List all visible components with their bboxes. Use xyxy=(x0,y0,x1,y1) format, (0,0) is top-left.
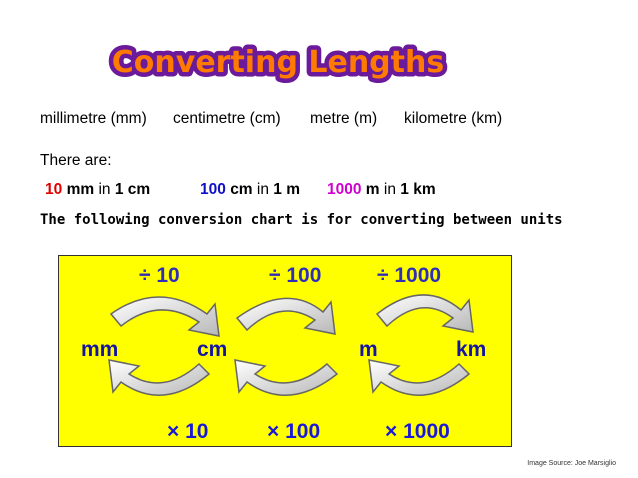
unit-m-label: m xyxy=(359,338,378,361)
unit-kilometre: kilometre (km) xyxy=(404,110,503,127)
fact-big-unit: 1 m xyxy=(273,181,301,198)
fact-in: in xyxy=(98,181,111,198)
fact-number: 100 xyxy=(200,181,226,198)
multiply-1000-label: × 1000 xyxy=(385,420,450,443)
fact-in: in xyxy=(383,181,396,198)
fact-big-unit: 1 cm xyxy=(114,181,151,198)
page-title xyxy=(98,38,458,84)
unit-centimetre: centimetre (cm) xyxy=(173,110,281,127)
fact-cm-m xyxy=(200,181,300,199)
multiply-100-label: × 100 xyxy=(267,420,321,443)
unit-millimetre: millimetre (mm) xyxy=(40,110,147,127)
fact-small-unit: cm xyxy=(230,181,253,198)
divide-100-label: ÷ 100 xyxy=(269,264,322,287)
unit-cm-label: cm xyxy=(197,338,228,361)
unit-mm-label: mm xyxy=(81,338,119,361)
conversion-chart xyxy=(58,255,512,447)
divide-arrow-mm-cm xyxy=(111,297,219,336)
page-title-text: Converting Lengths xyxy=(111,45,445,80)
fact-big-unit: 1 km xyxy=(400,181,436,198)
multiply-arrow-km-m xyxy=(369,360,469,395)
fact-mm-cm xyxy=(45,181,150,199)
multiply-arrow-m-cm xyxy=(235,360,337,395)
chart-intro-text: The following conversion chart is for converting between units xyxy=(40,212,563,228)
unit-km-label: km xyxy=(456,338,487,361)
multiply-arrow-cm-mm xyxy=(109,360,209,395)
divide-arrow-cm-m xyxy=(237,298,335,334)
fact-m-km xyxy=(327,181,436,199)
divide-arrow-m-km xyxy=(377,295,473,332)
divide-10-label: ÷ 10 xyxy=(139,264,180,287)
unit-metre: metre (m) xyxy=(310,110,378,127)
fact-in: in xyxy=(256,181,269,198)
there-are-label: There are: xyxy=(40,152,112,169)
divide-1000-label: ÷ 1000 xyxy=(377,264,442,287)
fact-small-unit: mm xyxy=(66,181,95,198)
conversion-facts xyxy=(0,181,638,201)
image-source-credit: Image Source: Joe Marsiglio xyxy=(527,460,616,467)
fact-number: 10 xyxy=(45,181,63,198)
multiply-10-label: × 10 xyxy=(167,420,209,443)
fact-small-unit: m xyxy=(365,181,380,198)
fact-number: 1000 xyxy=(327,181,362,198)
